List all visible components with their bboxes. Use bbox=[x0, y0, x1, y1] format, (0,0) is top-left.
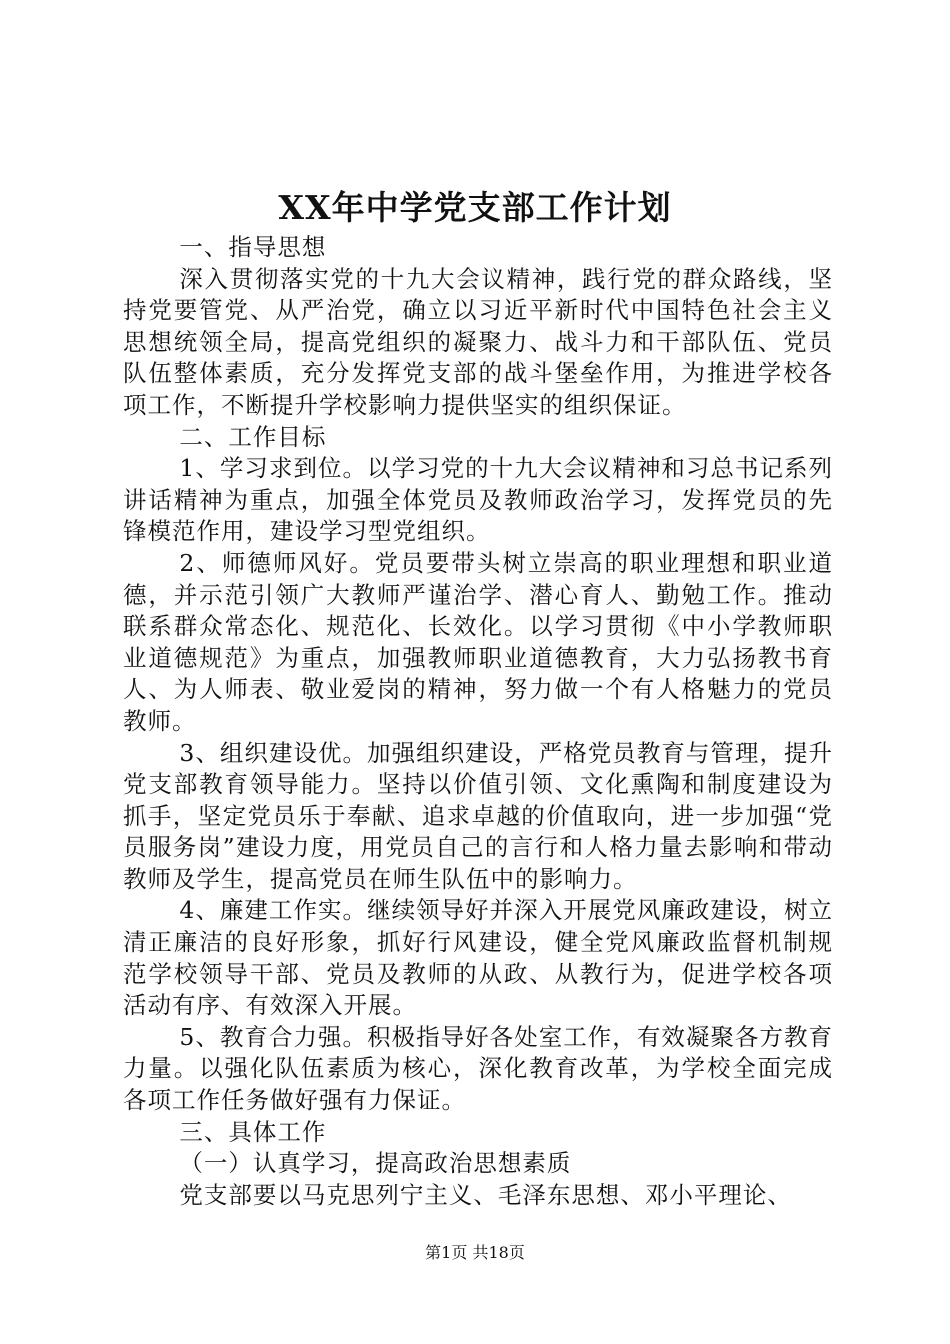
subsection-heading: （一）认真学习，提高政治思想素质 bbox=[179, 1149, 572, 1178]
page-number: 第1页 bbox=[425, 1243, 468, 1262]
body-paragraph: 4、廉建工作实。继续领导好并深入开展党风廉政建设，树立清正廉洁的良好形象，抓好行风建设，健全党风廉政监督机制规范学校领导干部、党员及教师的从政、从教行为，促进学校各项活动有序、有效深入开展。 bbox=[123, 896, 833, 1020]
section-heading: 一、指导思想 bbox=[179, 233, 327, 261]
page-total: 共18页 bbox=[472, 1243, 525, 1262]
body-paragraph: 1、学习求到位。以学习党的十九大会议精神和习总书记系列讲话精神为重点，加强全体党员及教师政治学习，发挥党员的先锋模范作用，建设学习型党组织。 bbox=[123, 454, 833, 546]
section-heading: 三、具体工作 bbox=[179, 1117, 327, 1146]
page-footer bbox=[0, 1243, 950, 1263]
document-body bbox=[123, 232, 833, 1211]
body-paragraph: 党支部要以马克思列宁主义、毛泽东思想、邓小平理论、 bbox=[179, 1180, 792, 1209]
section-heading: 二、工作目标 bbox=[179, 422, 327, 451]
body-paragraph: 深入贯彻落实党的十九大会议精神，践行党的群众路线，坚持党要管党、从严治党，确立以习近平新时代中国特色社会主义思想统领全局，提高党组织的凝聚力、战斗力和干部队伍、党员队伍整体素质，充分发挥党支部的战斗堡垒作用，为推进学校各项工作，不断提升学校影响力提供坚实的组织保证。 bbox=[123, 264, 833, 419]
body-paragraph: 3、组织建设优。加强组织建设，严格党员教育与管理，提升党支部教育领导能力。坚持以价值引领、文化熏陶和制度建设为抓手，坚定党员乐于奉献、追求卓越的价值取向，进一步加强“党员服务岗”建设力度，用党员自己的言行和人格力量去影响和带动教师及学生，提高党员在师生队伍中的影响力。 bbox=[123, 738, 833, 893]
document-title: XX年中学党支部工作计划 bbox=[278, 188, 672, 227]
body-paragraph: 2、师德师风好。党员要带头树立崇高的职业理想和职业道德，并示范引领广大教师严谨治学、潜心育人、勤勉工作。推动联系群众常态化、规范化、长效化。以学习贯彻《中小学教师职业道德规范》为重点，加强教师职业道德教育，大力弘扬教书育人、为人师表、敬业爱岗的精神，努力做一个有人格魅力的党员教师。 bbox=[123, 548, 833, 735]
body-paragraph: 5、教育合力强。积极指导好各处室工作，有效凝聚各方教育力量。以强化队伍素质为核心，深化教育改革，为学校全面完成各项工作任务做好强有力保证。 bbox=[123, 1022, 833, 1115]
